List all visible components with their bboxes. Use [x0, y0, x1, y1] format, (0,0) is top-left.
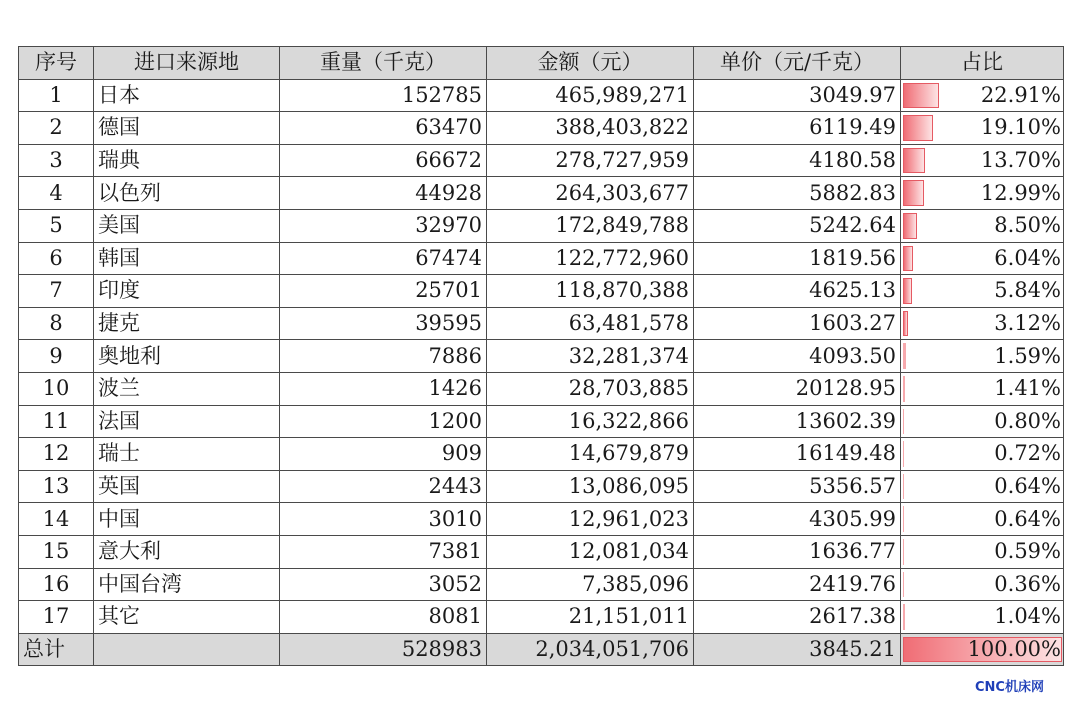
total-amount: 2,034,051,706 [487, 633, 694, 666]
cell-weight: 25701 [280, 275, 487, 308]
share-bar [903, 604, 905, 630]
cell-origin: 其它 [94, 601, 280, 634]
cell-share [901, 209, 1064, 242]
share-value: 12.99% [980, 180, 1061, 205]
table-row [19, 470, 1064, 503]
share-value: 0.59% [994, 539, 1061, 564]
cell-origin: 捷克 [94, 307, 280, 340]
import-source-table [18, 46, 1064, 666]
cell-weight: 3010 [280, 503, 487, 536]
share-value: 0.36% [994, 571, 1061, 596]
table-row [19, 503, 1064, 536]
col-header-origin: 进口来源地 [94, 47, 280, 80]
cell-no: 17 [19, 601, 94, 634]
cell-no: 1 [19, 79, 94, 112]
col-header-no: 序号 [19, 47, 94, 80]
cell-amount: 12,961,023 [487, 503, 694, 536]
cell-weight: 909 [280, 438, 487, 471]
table-row [19, 601, 1064, 634]
cell-origin: 英国 [94, 470, 280, 503]
cell-weight: 1426 [280, 372, 487, 405]
share-bar [903, 115, 933, 141]
share-value: 0.64% [994, 474, 1061, 499]
share-value: 13.70% [980, 148, 1061, 173]
cell-share [901, 372, 1064, 405]
share-bar [903, 572, 904, 598]
cell-share [901, 112, 1064, 145]
cell-no: 14 [19, 503, 94, 536]
table-row [19, 144, 1064, 177]
cell-weight: 67474 [280, 242, 487, 275]
cell-weight: 63470 [280, 112, 487, 145]
cell-no: 7 [19, 275, 94, 308]
share-bar [903, 180, 924, 206]
cell-unit-price: 4305.99 [694, 503, 901, 536]
share-value: 100.00% [967, 636, 1061, 661]
table-row [19, 209, 1064, 242]
cell-weight: 7381 [280, 535, 487, 568]
share-bar [903, 474, 904, 500]
cell-weight: 32970 [280, 209, 487, 242]
cell-origin: 以色列 [94, 177, 280, 210]
share-value: 3.12% [994, 311, 1061, 336]
cell-share [901, 601, 1064, 634]
total-share [901, 633, 1064, 666]
col-header-unit-price: 单价（元/千克） [694, 47, 901, 80]
total-weight: 528983 [280, 633, 487, 666]
cell-amount: 28,703,885 [487, 372, 694, 405]
cell-origin: 中国台湾 [94, 568, 280, 601]
header-row [19, 47, 1064, 80]
watermark-logo: CNC机床网 [975, 680, 1044, 695]
share-bar [903, 246, 913, 272]
cell-origin: 印度 [94, 275, 280, 308]
cell-share [901, 503, 1064, 536]
cell-weight: 39595 [280, 307, 487, 340]
share-value: 19.10% [980, 115, 1061, 140]
cell-no: 9 [19, 340, 94, 373]
table-row [19, 340, 1064, 373]
cell-share [901, 307, 1064, 340]
share-value: 1.59% [994, 343, 1061, 368]
cell-unit-price: 4180.58 [694, 144, 901, 177]
cell-origin: 美国 [94, 209, 280, 242]
cell-amount: 118,870,388 [487, 275, 694, 308]
import-table-container [18, 46, 1064, 666]
share-value: 1.41% [994, 376, 1061, 401]
cell-origin: 德国 [94, 112, 280, 145]
cell-origin: 瑞士 [94, 438, 280, 471]
cell-share [901, 144, 1064, 177]
share-bar [903, 278, 912, 304]
cell-share [901, 438, 1064, 471]
cell-amount: 172,849,788 [487, 209, 694, 242]
cell-unit-price: 6119.49 [694, 112, 901, 145]
cell-amount: 278,727,959 [487, 144, 694, 177]
cell-weight: 3052 [280, 568, 487, 601]
table-row [19, 372, 1064, 405]
cell-amount: 122,772,960 [487, 242, 694, 275]
cell-origin: 日本 [94, 79, 280, 112]
cell-share [901, 340, 1064, 373]
cell-amount: 16,322,866 [487, 405, 694, 438]
share-bar [903, 539, 904, 565]
cell-no: 16 [19, 568, 94, 601]
share-value: 1.04% [994, 604, 1061, 629]
cell-unit-price: 1819.56 [694, 242, 901, 275]
table-row [19, 405, 1064, 438]
cell-amount: 21,151,011 [487, 601, 694, 634]
table-row [19, 112, 1064, 145]
share-bar [903, 506, 904, 532]
share-bar [903, 311, 908, 337]
share-bar [903, 213, 917, 239]
col-header-weight: 重量（千克） [280, 47, 487, 80]
table-row [19, 438, 1064, 471]
total-row [19, 633, 1064, 666]
cell-unit-price: 3049.97 [694, 79, 901, 112]
share-value: 8.50% [994, 213, 1061, 238]
cell-amount: 63,481,578 [487, 307, 694, 340]
cell-unit-price: 4093.50 [694, 340, 901, 373]
cell-no: 11 [19, 405, 94, 438]
share-value: 0.72% [994, 441, 1061, 466]
cell-weight: 44928 [280, 177, 487, 210]
cell-share [901, 568, 1064, 601]
share-value: 5.84% [994, 278, 1061, 303]
cell-no: 2 [19, 112, 94, 145]
cell-share [901, 275, 1064, 308]
share-bar [903, 148, 925, 174]
table-row [19, 242, 1064, 275]
col-header-share: 占比 [901, 47, 1064, 80]
cell-unit-price: 5882.83 [694, 177, 901, 210]
cell-origin: 瑞典 [94, 144, 280, 177]
cell-amount: 14,679,879 [487, 438, 694, 471]
cell-unit-price: 16149.48 [694, 438, 901, 471]
cell-origin: 意大利 [94, 535, 280, 568]
cell-amount: 264,303,677 [487, 177, 694, 210]
share-bar [903, 343, 906, 369]
cell-unit-price: 5242.64 [694, 209, 901, 242]
col-header-amount: 金额（元） [487, 47, 694, 80]
cell-origin: 韩国 [94, 242, 280, 275]
table-row [19, 177, 1064, 210]
cell-no: 13 [19, 470, 94, 503]
cell-weight: 8081 [280, 601, 487, 634]
cell-unit-price: 20128.95 [694, 372, 901, 405]
table-row [19, 307, 1064, 340]
cell-unit-price: 1636.77 [694, 535, 901, 568]
cell-origin: 波兰 [94, 372, 280, 405]
cell-share [901, 177, 1064, 210]
cell-no: 5 [19, 209, 94, 242]
table-row [19, 568, 1064, 601]
cell-no: 3 [19, 144, 94, 177]
total-unit-price: 3845.21 [694, 633, 901, 666]
share-bar [903, 83, 939, 109]
share-value: 6.04% [994, 245, 1061, 270]
cell-unit-price: 2419.76 [694, 568, 901, 601]
cell-amount: 32,281,374 [487, 340, 694, 373]
cell-no: 10 [19, 372, 94, 405]
cell-weight: 7886 [280, 340, 487, 373]
cell-amount: 465,989,271 [487, 79, 694, 112]
table-row [19, 79, 1064, 112]
cell-unit-price: 13602.39 [694, 405, 901, 438]
cell-amount: 12,081,034 [487, 535, 694, 568]
cell-unit-price: 1603.27 [694, 307, 901, 340]
cell-weight: 152785 [280, 79, 487, 112]
cell-share [901, 470, 1064, 503]
table-row [19, 275, 1064, 308]
cell-amount: 7,385,096 [487, 568, 694, 601]
cell-origin: 奥地利 [94, 340, 280, 373]
share-bar [903, 441, 904, 467]
share-value: 0.64% [994, 506, 1061, 531]
cell-amount: 388,403,822 [487, 112, 694, 145]
cell-no: 8 [19, 307, 94, 340]
cell-share [901, 535, 1064, 568]
cell-share [901, 405, 1064, 438]
cell-amount: 13,086,095 [487, 470, 694, 503]
cell-origin: 中国 [94, 503, 280, 536]
share-value: 0.80% [994, 408, 1061, 433]
cell-weight: 66672 [280, 144, 487, 177]
cell-no: 15 [19, 535, 94, 568]
cell-share [901, 242, 1064, 275]
share-bar [903, 376, 905, 402]
cell-share [901, 79, 1064, 112]
cell-weight: 1200 [280, 405, 487, 438]
cell-no: 12 [19, 438, 94, 471]
cell-no: 6 [19, 242, 94, 275]
cell-origin: 法国 [94, 405, 280, 438]
cell-unit-price: 5356.57 [694, 470, 901, 503]
share-value: 22.91% [980, 82, 1061, 107]
total-label: 总计 [19, 633, 94, 666]
cell-unit-price: 2617.38 [694, 601, 901, 634]
total-origin [94, 633, 280, 666]
share-bar [903, 409, 904, 435]
cell-no: 4 [19, 177, 94, 210]
cell-unit-price: 4625.13 [694, 275, 901, 308]
cell-weight: 2443 [280, 470, 487, 503]
table-row [19, 535, 1064, 568]
table-body [19, 79, 1064, 633]
